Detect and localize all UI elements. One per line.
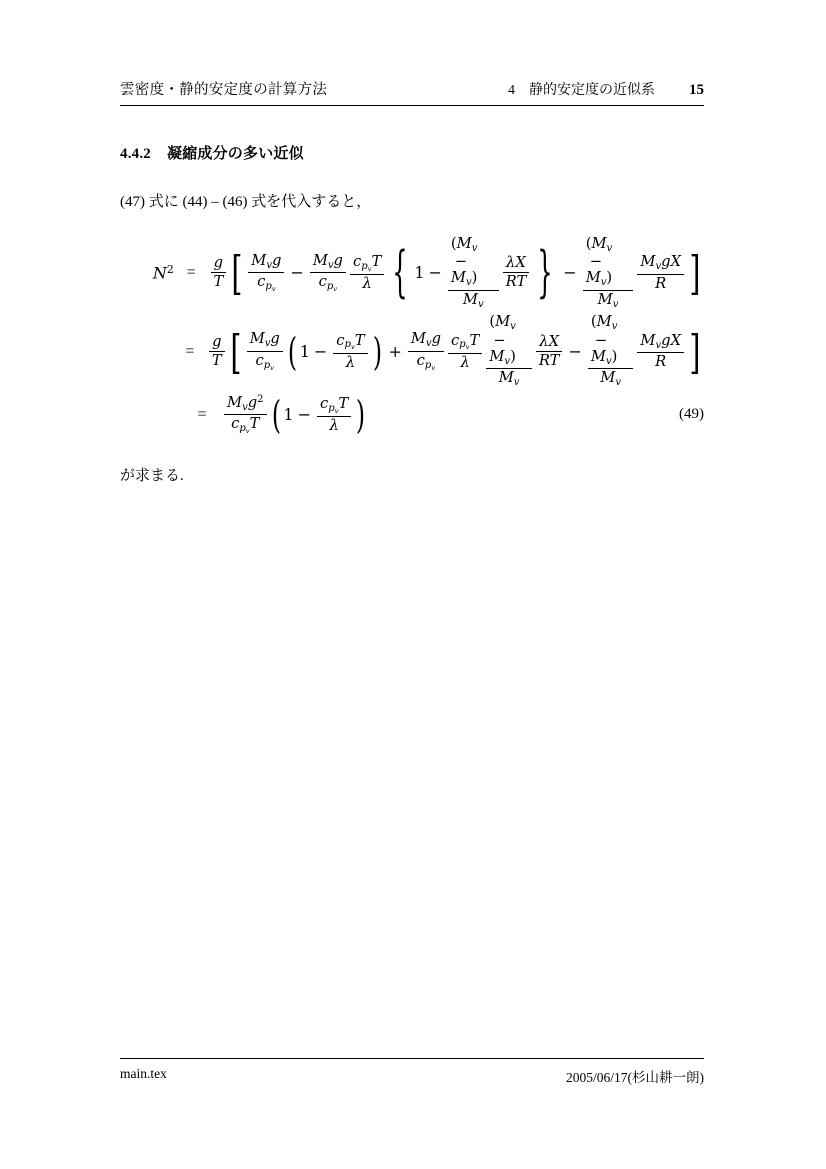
subsection-title: 凝縮成分の多い近似 <box>167 146 304 162</box>
closing-paragraph: が求まる. <box>120 467 184 484</box>
equation-relation-2: = <box>185 342 195 360</box>
equation-relation-3: = <box>197 405 207 423</box>
equation-line-3 <box>120 393 704 437</box>
running-head-title: 雲密度・静的安定度の計算方法 <box>120 82 328 98</box>
page-number: 15 <box>689 82 704 98</box>
equation-lhs: $N^2$ <box>152 263 174 283</box>
equation-relation-1: = <box>186 263 196 281</box>
footer-right: 2005/06/17(杉山耕一朗) <box>566 1070 704 1085</box>
equation-rhs-3: $\frac{M_vg^2}{c_{p_v}T}$ ( 1 − $\frac{c_{p_v}T}{\lambda}$ ) <box>222 393 704 437</box>
running-head-section-number: 4 <box>508 83 515 98</box>
equation-number: (49) <box>679 406 704 423</box>
subsection-number: 4.4.2 <box>120 146 151 162</box>
equation-line-2 <box>120 314 704 389</box>
running-head <box>120 78 704 106</box>
running-head-section-title: 静的安定度の近似系 <box>529 83 655 98</box>
intro-paragraph: (47) 式に (44) – (46) 式を代入すると， <box>120 194 372 210</box>
equation-rhs-1: $\frac{g}{T}$ [ $\frac{M_vg}{c_{p_v}}$ − $\frac{M_vg}{c_{p_v}}$ $\frac{c_{p_v}T}{\lambda}$ { 1 − $\frac{(M_v - M_v)}{M_v}$ $\frac{\lambda X}{RT}$ } − $\frac{(M_v - M_v)}{M_v}$ $\frac{M_vgX}{R}$ ] <box>208 236 704 311</box>
running-head-section <box>327 79 689 99</box>
equation-block <box>120 236 704 437</box>
subsection-heading <box>120 142 704 163</box>
equation-rhs-2: $\frac{g}{T}$ [ $\frac{M_vg}{c_{p_v}}$ ( 1 − $\frac{c_{p_v}T}{\lambda}$ ) + $\frac{M_vg}{c_{p_v}}$ $\frac{c_{p_v}T}{\lambda}$ $\frac{(M_v - M_v)}{M_v}$ $\frac{\lambda X}{RT}$ − $\frac{(M_v - M_v)}{M_v}$ $\frac{M_vgX}{R}$ ] <box>207 314 704 389</box>
page-footer <box>120 1058 704 1086</box>
page-content <box>120 78 704 487</box>
footer-left: main.tex <box>120 1066 167 1081</box>
equation-line-1 <box>120 236 704 311</box>
